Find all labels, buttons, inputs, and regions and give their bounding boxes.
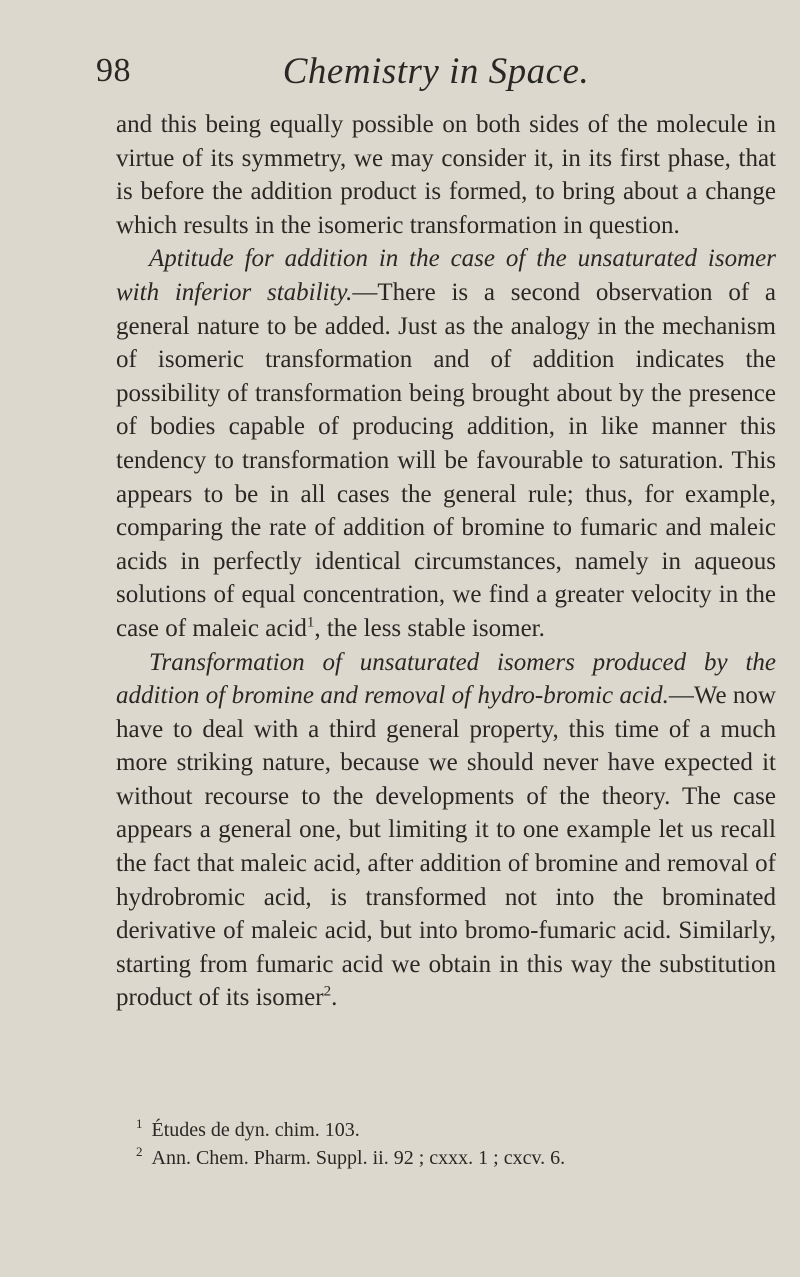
paragraph-continuation [116,108,776,242]
paragraph-transformation [116,646,776,1016]
paragraph-text: —There is a second observation of a general nature to be added. Just as the analogy in the mechanism of isomeric transformation and of addition indicates the possibility of transformation being brought about by the presence of bodies capable of producing addition, in like manner this tendency to transformation will be favourable to saturation. This appears to be in all cases the general rule; thus, for example, comparing the rate of addition of bromine to fumaric and maleic acids in perfectly identical circumstances, namely in aqueous solutions of equal concentration, we find a greater velocity in the case of maleic acid [116,278,776,642]
paragraph-text: and this being equally possible on both sides of the molecule in virtue of its symmetry, we may consider it, in its first phase, that is before the addition product is formed, to bring about a change which results in the isomeric transformation in question. [116,111,776,239]
footnote [136,1144,776,1172]
footnote-text: Ann. Chem. Pharm. Suppl. ii. 92 ; cxxx. 1 ; cxcv. 6. [151,1147,566,1169]
footnote [136,1116,776,1144]
body-text [116,108,776,1015]
footnote-reference: 2 [323,984,332,1001]
page-number: 98 [96,52,131,89]
running-title: Chemistry in Space. [282,51,590,92]
page-header [96,50,776,100]
paragraph-aptitude-for-addition [116,242,776,645]
footnote-mark: 2 [136,1144,143,1160]
section-heading: Aptitude for addition in the case of the unsaturated isomer with inferior stability. [116,245,776,306]
footnote-mark: 1 [136,1116,143,1132]
footnote-text: Études de dyn. chim. 103. [151,1119,360,1141]
paragraph-text-tail: , the less stable isomer. [314,614,545,642]
paragraph-text-tail: . [331,984,338,1012]
section-heading: Transformation of unsaturated isomers produced by the addition of bromine and removal of hydro-bromic acid. [116,648,776,710]
footnote-reference: 1 [306,614,315,631]
footnotes [136,1116,776,1172]
paragraph-text: —We now have to deal with a third general property, this time of a much more striking nature, because we should never have expected it without recourse to the developments of the theory. The case appears a general one, but limiting it to one example let us recall the fact that maleic acid, after addition of bromine and removal of hydrobromic acid, is transformed not into the brominated derivative of maleic acid, but into bromo-fumaric acid. Similarly, starting from fumaric acid we obtain in this way the substitution product of its isomer [116,682,776,1012]
